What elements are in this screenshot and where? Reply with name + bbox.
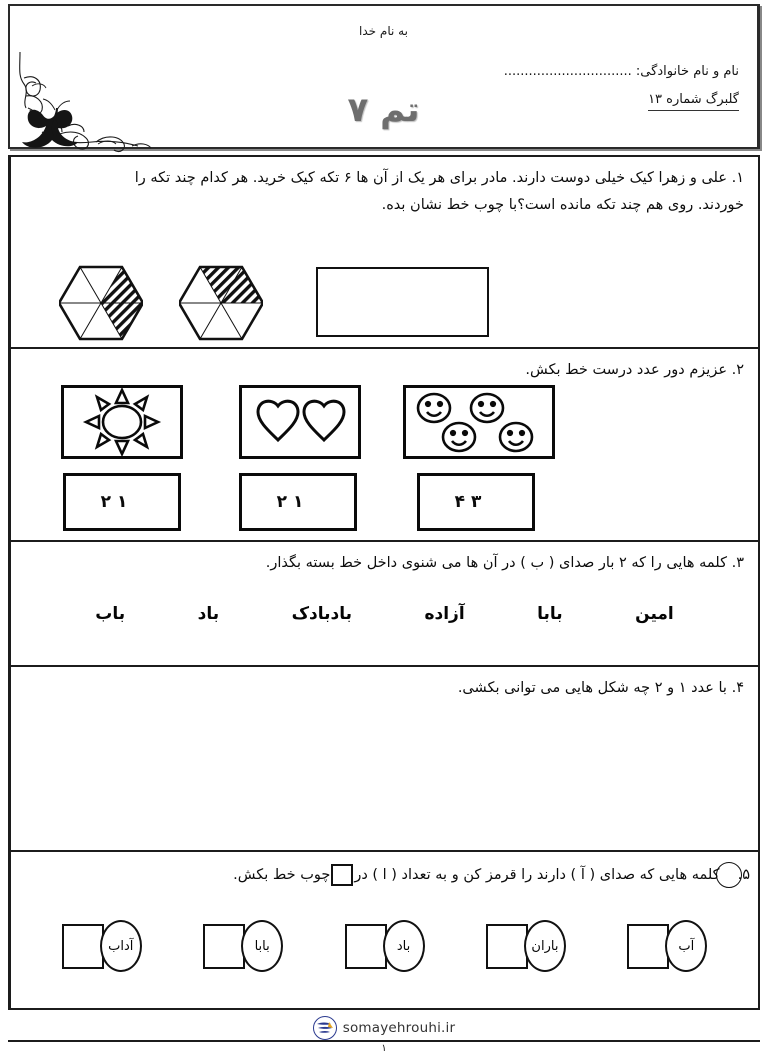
- smileys-box: [403, 385, 555, 459]
- somayeh-rouhi-logo-icon: [313, 1016, 337, 1040]
- footer: [0, 1016, 768, 1040]
- word-item[interactable]: امین: [635, 604, 674, 624]
- bismillah-text: به نام خدا: [359, 24, 408, 38]
- word-oval[interactable]: باران: [524, 920, 566, 972]
- question-3: [11, 542, 758, 667]
- word-pair: [627, 920, 707, 972]
- smiley-face-icon: [471, 394, 503, 422]
- question-3-text: ۳. کلمه هایی را که ۲ بار صدای ( ب ) در آن ها می شنوی داخل خط بسته بگذار.: [265, 555, 744, 571]
- square-shape-icon: [331, 864, 353, 886]
- word-item[interactable]: باد: [197, 604, 220, 624]
- word-pair: [203, 920, 283, 972]
- question-1-text: [11, 157, 758, 225]
- tally-answer-box[interactable]: [486, 924, 528, 969]
- sun-icon: [64, 388, 180, 456]
- question-4: [11, 667, 758, 852]
- sheet-number-label: گلبرگ شماره ۱۳: [648, 92, 739, 111]
- word-oval[interactable]: بابا: [241, 920, 283, 972]
- question-1-answer-rectangle[interactable]: [316, 267, 489, 337]
- word-oval[interactable]: آداب: [100, 920, 142, 972]
- number-choice-box-2[interactable]: ۱ ۲: [239, 473, 357, 531]
- hexagon-cake-2: [179, 265, 263, 345]
- smiley-face-icon: [418, 394, 450, 422]
- footer-divider: [8, 1040, 760, 1042]
- question-1-line-1: ۱. علی و زهرا کیک خیلی دوست دارند. مادر برای هر یک از آن ها ۶ تکه کیک خرید. هر کدام چند تکه را: [134, 170, 744, 186]
- word-oval[interactable]: باد: [383, 920, 425, 972]
- question-2: [11, 349, 758, 542]
- word-pair: [486, 920, 566, 972]
- number-choice-box-3[interactable]: ۳ ۴: [417, 473, 535, 531]
- question-5-number: ۵.: [737, 867, 750, 883]
- question-2-text: ۲. عزیزم دور عدد درست خط بکش.: [525, 362, 744, 378]
- question-5: [11, 852, 758, 1010]
- question-5-text-tail: چوب خط بکش.: [233, 867, 331, 883]
- question-4-text: ۴. با عدد ۱ و ۲ چه شکل هایی می توانی بکشی.: [457, 680, 744, 696]
- question-4-drawing-area[interactable]: [11, 704, 758, 834]
- word-pair: [345, 920, 425, 972]
- number-choice-box-1[interactable]: ۱ ۲: [63, 473, 181, 531]
- question-3-word-list: [11, 604, 758, 624]
- smiley-face-icon: [443, 423, 475, 451]
- word-oval[interactable]: آب: [665, 920, 707, 972]
- question-1-line-2: خوردند. روی هم چند تکه مانده است؟با چوب خط نشان بده.: [381, 196, 744, 213]
- question-5-text-main: کلمه هایی که صدای ( آ ) دارند را قرمز کن و به تعداد ( ا ) در: [354, 867, 720, 883]
- tally-answer-box[interactable]: [62, 924, 104, 969]
- student-name-field[interactable]: نام و نام خانوادگی: ...............................: [503, 64, 739, 79]
- word-item[interactable]: بادبادک: [291, 604, 352, 624]
- word-item[interactable]: باب: [95, 604, 126, 624]
- hexagon-cake-1: [59, 265, 143, 345]
- word-item[interactable]: بابا: [537, 604, 563, 624]
- page-number: ۱: [381, 1043, 387, 1054]
- tally-answer-box[interactable]: [345, 924, 387, 969]
- questions-container: [8, 155, 760, 1010]
- smiley-face-icon: [500, 423, 532, 451]
- header-box: [8, 4, 760, 149]
- question-1-shapes: [11, 265, 758, 345]
- sun-box: [61, 385, 183, 459]
- question-5-text: [11, 852, 758, 888]
- tally-answer-box[interactable]: [203, 924, 245, 969]
- heart-icon: [258, 401, 298, 440]
- hearts-box: [239, 385, 361, 459]
- tally-answer-box[interactable]: [627, 924, 669, 969]
- word-item[interactable]: آزاده: [424, 604, 465, 624]
- word-pair: [62, 920, 142, 972]
- question-5-word-pairs: [11, 920, 758, 972]
- site-url[interactable]: somayehrouhi.ir: [342, 1020, 456, 1036]
- page-title: تم ۷: [347, 90, 420, 130]
- heart-icon: [304, 401, 344, 440]
- question-1: [11, 157, 758, 349]
